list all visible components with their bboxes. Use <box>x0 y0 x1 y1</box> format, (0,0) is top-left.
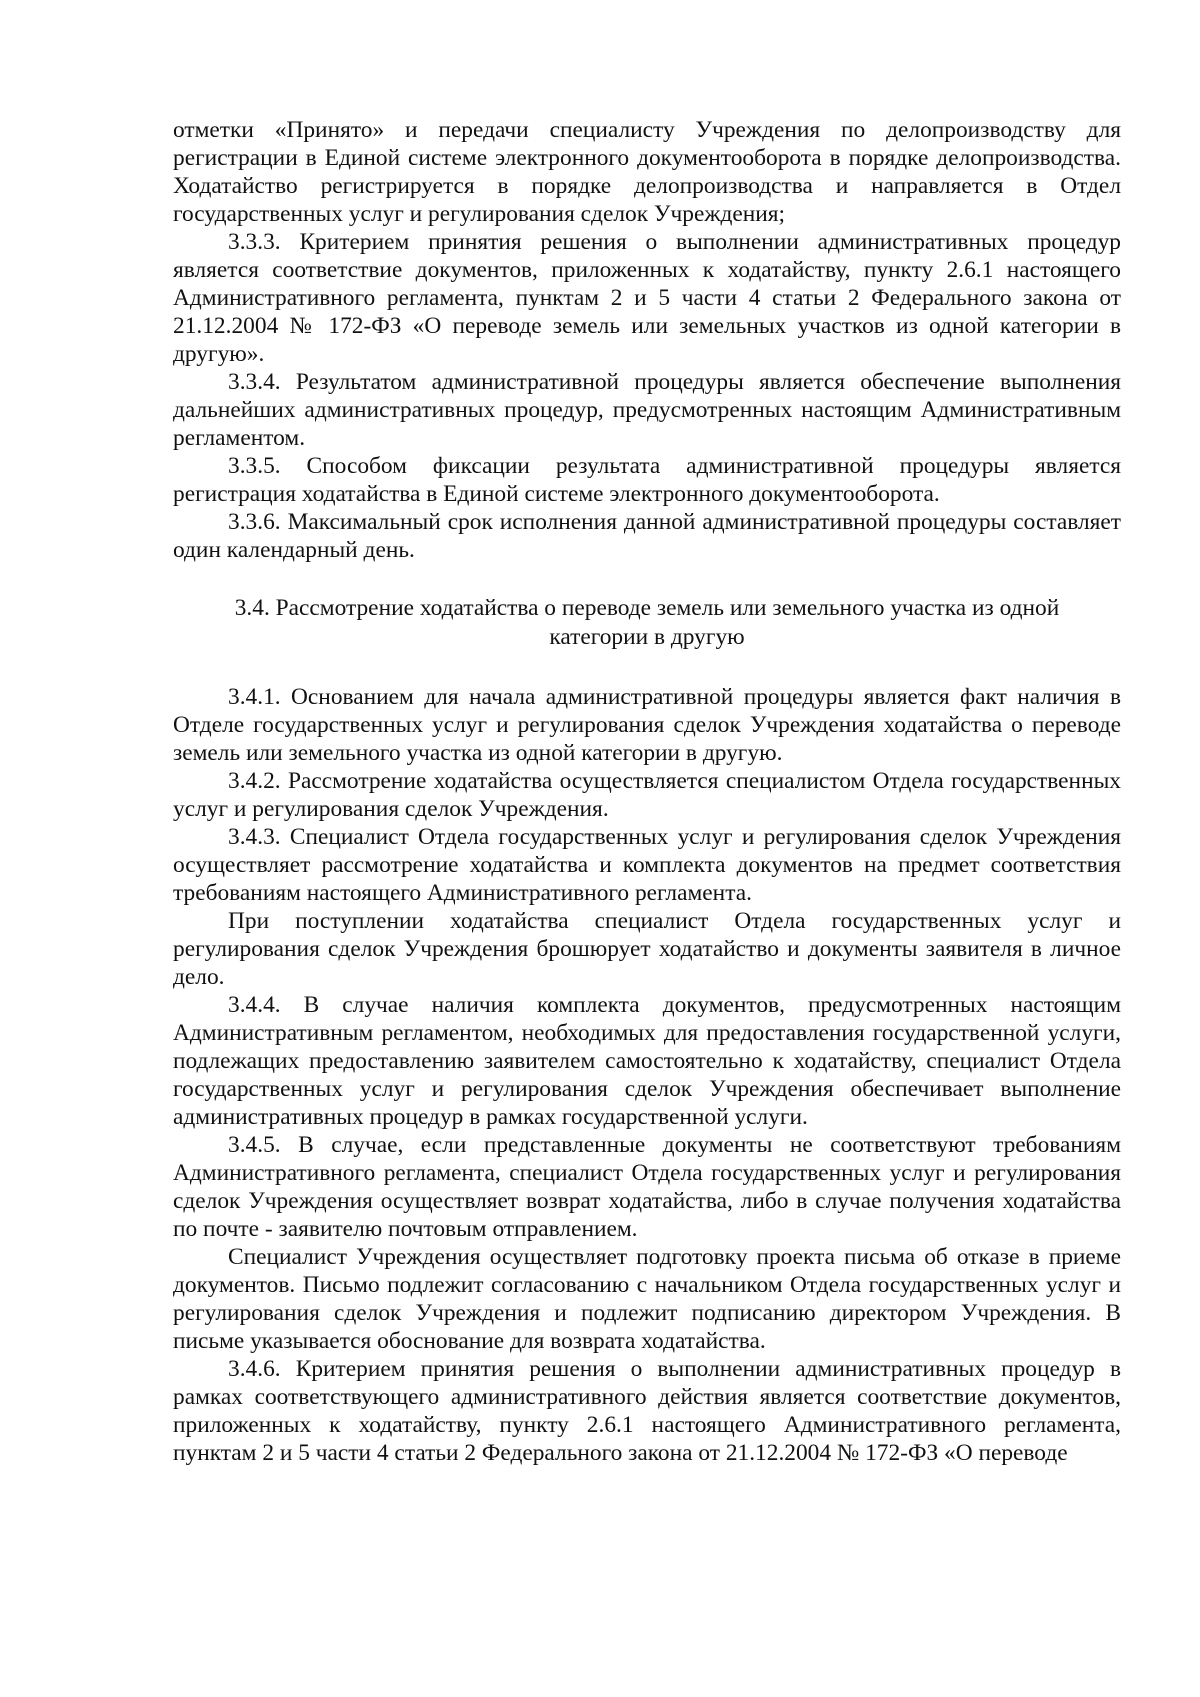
document-page <box>173 116 1121 1467</box>
paragraph-3-4-2: 3.4.2. Рассмотрение ходатайства осуществляется специалистом Отдела государственных услуг и регулирования сделок Учреждения. <box>173 768 1121 822</box>
paragraph-3-4-1: 3.4.1. Основанием для начала административной процедуры является факт наличия в Отделе государственных услуг и регулирования сделок Учреждения ходатайства о переводе земель или земельного участка из одной категории в другую. <box>173 684 1121 766</box>
paragraph-3-4-3-cont: При поступлении ходатайства специалист Отдела государственных услуг и регулирования сделок Учреждения брошюрует ходатайство и документы заявителя в личное дело. <box>173 908 1121 990</box>
paragraph-3-4-5: 3.4.5. В случае, если представленные документы не соответствуют требованиям Административного регламента, специалист Отдела государственных услуг и регулирования сделок Учреждения осуществляет возврат ходатайства, либо в случае получения ходатайства по почте - заявителю почтовым отправлением. <box>173 1132 1121 1242</box>
paragraph-3-4-3: 3.4.3. Специалист Отдела государственных услуг и регулирования сделок Учреждения осуществляет рассмотрение ходатайства и комплекта документов на предмет соответствия требованиям настоящего Административного регламента. <box>173 824 1121 906</box>
paragraph-3-3-4: 3.3.4. Результатом административной процедуры является обеспечение выполнения дальнейших административных процедур, предусмотренных настоящим Административным регламентом. <box>173 369 1121 451</box>
paragraph-3-4-6: 3.4.6. Критерием принятия решения о выполнении административных процедур в рамках соответствующего административного действия является соответствие документов, приложенных к ходатайству, пункту 2.6.1 настоящего Административного регламента, пунктам 2 и 5 части 4 статьи 2 Федерального закона от 21.12.2004 № 172-ФЗ «О переводе <box>173 1356 1121 1466</box>
section-heading-3-4: 3.4. Рассмотрение ходатайства о переводе земель или земельного участка из одной категории в другую <box>234 595 1060 650</box>
paragraph-3-4-4: 3.4.4. В случае наличия комплекта документов, предусмотренных настоящим Административным регламентом, необходимых для предоставления государственной услуги, подлежащих предоставлению заявителем самостоятельно к ходатайству, специалист Отдела государственных услуг и регулирования сделок Учреждения обеспечивает выполнение административных процедур в рамках государственной услуги. <box>173 992 1121 1130</box>
paragraph-continuation: отметки «Принято» и передачи специалисту Учреждения по делопроизводству для регистрации в Единой системе электронного документооборота в порядке делопроизводства. Ходатайство регистрируется в порядке делопроизводства и направляется в Отдел государственных услуг и регулирования сделок Учреждения; <box>173 117 1121 227</box>
paragraph-3-3-3: 3.3.3. Критерием принятия решения о выполнении административных процедур является соответствие документов, приложенных к ходатайству, пункту 2.6.1 настоящего Административного регламента, пунктам 2 и 5 части 4 статьи 2 Федерального закона от 21.12.2004 № 172-ФЗ «О переводе земель или земельных участков из одной категории в другую». <box>173 229 1121 367</box>
paragraph-3-3-6: 3.3.6. Максимальный срок исполнения данной административной процедуры составляет один календарный день. <box>173 509 1121 563</box>
paragraph-3-3-5: 3.3.5. Способом фиксации результата административной процедуры является регистрация ходатайства в Единой системе электронного документооборота. <box>173 453 1121 507</box>
paragraph-3-4-5-cont: Специалист Учреждения осуществляет подготовку проекта письма об отказе в приеме документов. Письмо подлежит согласованию с начальником Отдела государственных услуг и регулирования сделок Учреждения и подлежит подписанию директором Учреждения. В письме указывается обоснование для возврата ходатайства. <box>173 1244 1121 1354</box>
